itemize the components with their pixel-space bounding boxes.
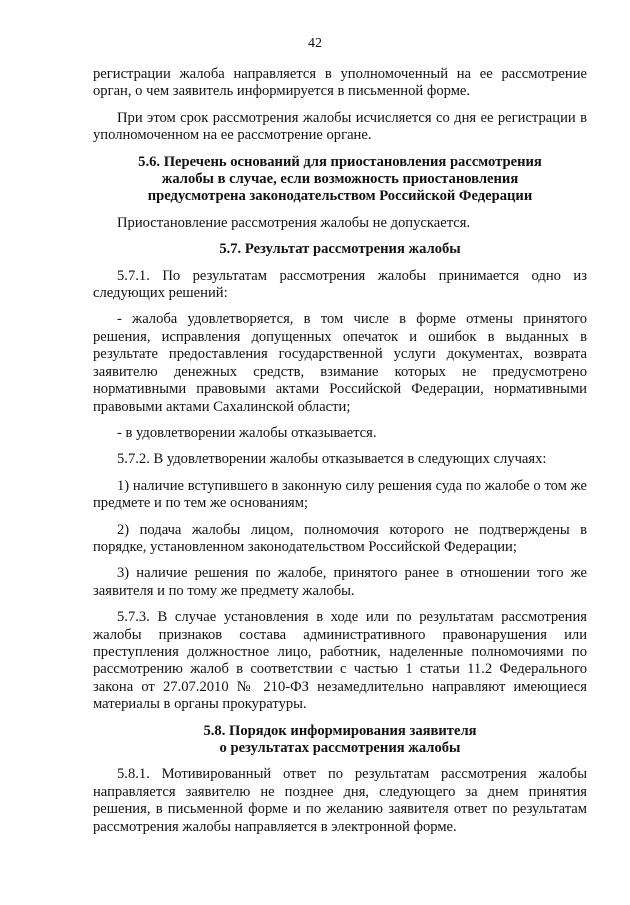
heading-5-6-line1: 5.6. Перечень оснований для приостановления рассмотрения (138, 153, 542, 170)
paragraph-5-8-1: 5.8.1. Мотивированный ответ по результатам рассмотрения жалобы направляется заявителю не позднее дня, следующего за днем принятия решения, в письменной форме и по желанию заявителя ответ по результатам рассмотрения жалобы направляется в электронной форме. (93, 766, 587, 835)
heading-5-6-line3: предусмотрена законодательством Российской Федерации (147, 188, 533, 205)
list-item-case-2: 2) подача жалобы лицом, полномочия которого не подтверждены в порядке, установленном законодательством Российской Федерации; (93, 521, 587, 555)
heading-5-8 (93, 723, 587, 758)
document-body (93, 66, 587, 836)
paragraph-suspension: Приостановление рассмотрения жалобы не допускается. (117, 214, 471, 231)
heading-5-8-line1: 5.8. Порядок информирования заявителя (203, 722, 477, 739)
paragraph-satisfied: - жалоба удовлетворяется, в том числе в форме отмены принятого решения, исправления допущенных опечаток и ошибок в выданных в результате предоставления государственной услуги документах, возврата заявителю денежных средств, взимание которых не предусмотрено нормативными правовыми актами Российской Федерации, нормативными правовыми актами Сахалинской области; (93, 311, 587, 415)
paragraph-continuation: регистрации жалоба направляется в уполномоченный на ее рассмотрение орган, о чем заявитель информируется в письменной форме. (93, 66, 587, 100)
heading-5-6-line2: жалобы в случае, если возможность приостановления (161, 171, 519, 188)
paragraph-term: При этом срок рассмотрения жалобы исчисляется со дня ее регистрации в уполномоченном на ее рассмотрение органе. (93, 109, 587, 144)
list-item-case-3: 3) наличие решения по жалобе, принятого ранее в отношении того же заявителя и по тому же предмету жалобы. (93, 565, 587, 599)
heading-5-6 (93, 154, 587, 206)
paragraph-5-7-1: 5.7.1. По результатам рассмотрения жалобы принимается одно из следующих решений: (93, 267, 587, 302)
heading-5-7: 5.7. Результат рассмотрения жалобы (219, 241, 461, 258)
paragraph-5-7-2: 5.7.2. В удовлетворении жалобы отказывается в следующих случаях: (117, 451, 547, 468)
paragraph-refused: - в удовлетворении жалобы отказывается. (117, 424, 377, 441)
paragraph-5-7-3: 5.7.3. В случае установления в ходе или по результатам рассмотрения жалобы признаков состава административного правонарушения или преступления должностное лицо, работник, наделенные полномочиями по рассмотрению жалоб в соответствии с частью 1 статьи 11.2 Федерального закона от 27.07.2010 № 210-ФЗ незамедлительно направляют имеющиеся материалы в органы прокуратуры. (93, 609, 587, 713)
page-number: 42 (308, 36, 322, 51)
list-item-case-1: 1) наличие вступившего в законную силу решения суда по жалобе о том же предмете и по тем же основаниям; (93, 477, 587, 512)
heading-5-8-line2: о результатах рассмотрения жалобы (219, 740, 461, 756)
